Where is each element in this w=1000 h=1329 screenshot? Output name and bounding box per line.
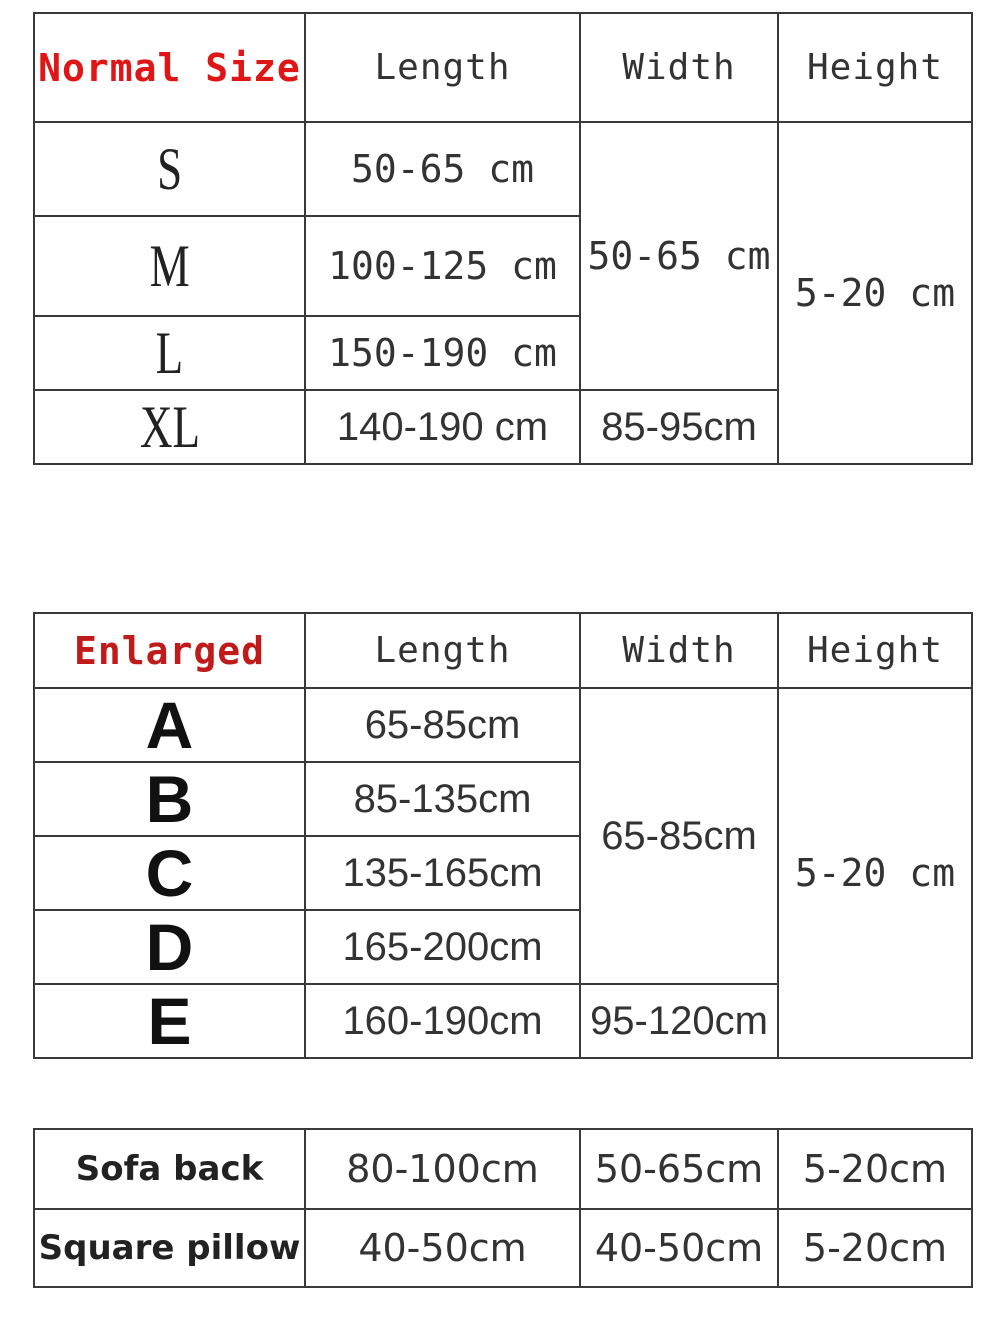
table-row — [34, 688, 972, 762]
length-value: 135-165cm — [305, 836, 580, 910]
size-label: B — [34, 762, 305, 836]
width-header: Width — [580, 613, 778, 688]
height-header: Height — [778, 613, 972, 688]
height-value: 5-20 cm — [778, 688, 972, 1058]
length-value: 65-85cm — [305, 688, 580, 762]
height-value: 5-20cm — [778, 1209, 972, 1287]
table-header-row — [34, 613, 972, 688]
table-row — [34, 1209, 972, 1287]
size-label: E — [34, 984, 305, 1058]
row-label: Sofa back — [34, 1129, 305, 1209]
width-value: 50-65cm — [580, 1129, 778, 1209]
normal-size-table — [33, 12, 973, 465]
extra-size-table — [33, 1128, 973, 1288]
length-header: Length — [305, 13, 580, 122]
row-label: Square pillow — [34, 1209, 305, 1287]
width-value: 50-65 cm — [580, 122, 778, 390]
size-label: XL — [34, 390, 305, 464]
length-value: 165-200cm — [305, 910, 580, 984]
length-value: 160-190cm — [305, 984, 580, 1058]
enlarged-size-table — [33, 612, 973, 1059]
width-value: 95-120cm — [580, 984, 778, 1058]
length-value: 100-125 cm — [305, 216, 580, 316]
size-label: S — [34, 122, 305, 216]
size-label: M — [34, 216, 305, 316]
height-header: Height — [778, 13, 972, 122]
width-header: Width — [580, 13, 778, 122]
size-label: C — [34, 836, 305, 910]
table-header-row — [34, 13, 972, 122]
table-row — [34, 1129, 972, 1209]
height-value: 5-20 cm — [778, 122, 972, 464]
length-value: 40-50cm — [305, 1209, 580, 1287]
table-row — [34, 122, 972, 216]
normal-size-header: Normal Size — [34, 13, 305, 122]
width-value: 40-50cm — [580, 1209, 778, 1287]
height-value: 5-20cm — [778, 1129, 972, 1209]
length-value: 150-190 cm — [305, 316, 580, 390]
size-label: L — [34, 316, 305, 390]
length-value: 50-65 cm — [305, 122, 580, 216]
width-value: 65-85cm — [580, 688, 778, 984]
width-value: 85-95cm — [580, 390, 778, 464]
length-value: 85-135cm — [305, 762, 580, 836]
enlarged-header: Enlarged — [34, 613, 305, 688]
size-label: D — [34, 910, 305, 984]
length-value: 140-190 cm — [305, 390, 580, 464]
length-value: 80-100cm — [305, 1129, 580, 1209]
size-label: A — [34, 688, 305, 762]
length-header: Length — [305, 613, 580, 688]
